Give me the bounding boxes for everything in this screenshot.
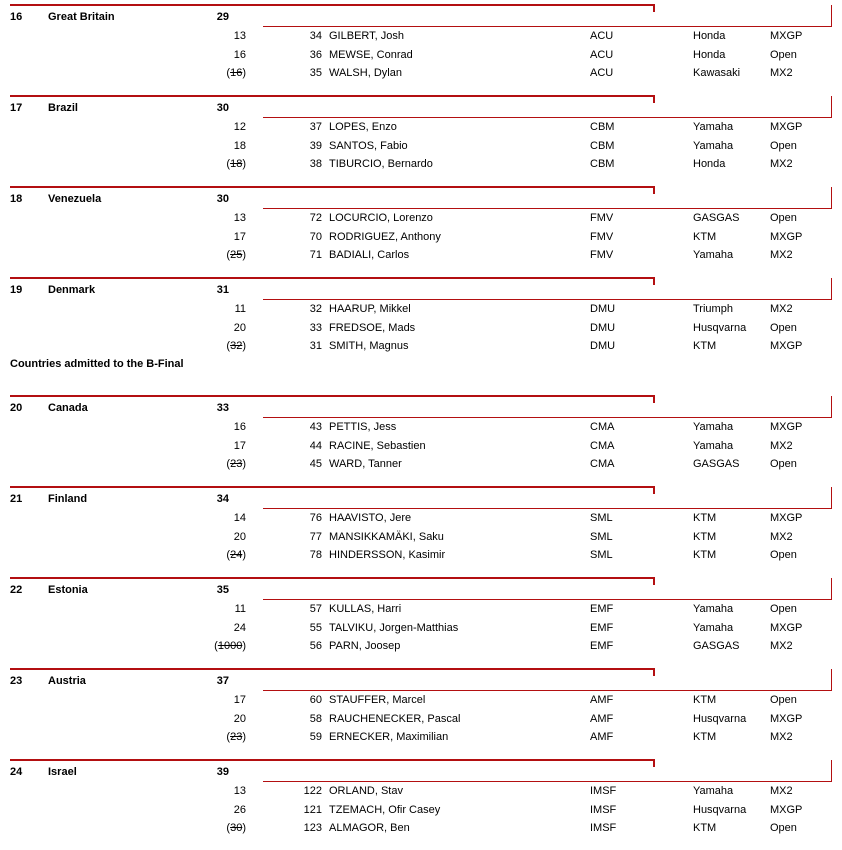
rider-points: 18 [233, 139, 246, 152]
rider-class: Open [770, 822, 797, 834]
rider-federation: CBM [590, 139, 615, 152]
rider-name: RODRIGUEZ, Anthony [329, 230, 441, 243]
rider-class: MX2 [770, 439, 793, 452]
rider-federation: CMA [590, 421, 615, 433]
rider-federation: ACU [590, 67, 614, 79]
country-row-right-tick [831, 760, 833, 782]
rider-points: (16) [226, 67, 246, 79]
rider-number: 32 [309, 303, 322, 315]
rider-class: MX2 [770, 158, 793, 170]
rider-bike-brand: Yamaha [693, 139, 734, 152]
country-row-right-tick [831, 669, 833, 691]
rider-row [0, 46, 842, 64]
rider-federation: AMF [590, 712, 614, 725]
rider-points-struck: 23 [230, 458, 243, 470]
rider-name: ORLAND, Stav [329, 785, 403, 797]
rider-number: 71 [309, 249, 322, 261]
rider-row [0, 455, 842, 473]
rider-class: MXGP [770, 230, 803, 243]
rider-name: PETTIS, Jess [329, 421, 397, 433]
rider-row [0, 728, 842, 746]
block-separator-line [10, 4, 655, 6]
rider-class: MXGP [770, 340, 803, 352]
rider-federation: CMA [590, 439, 615, 452]
rider-name: ALMAGOR, Ben [329, 822, 410, 834]
country-header-row [0, 672, 842, 691]
rider-points: (1000) [214, 640, 246, 652]
block-separator-line [10, 668, 655, 670]
country-total-points: 35 [216, 584, 229, 596]
rider-federation: AMF [590, 694, 614, 706]
rider-bike-brand: Yamaha [693, 785, 734, 797]
rider-federation: EMF [590, 603, 614, 615]
rider-points: (18) [226, 158, 246, 170]
rider-name: LOCURCIO, Lorenzo [329, 212, 433, 224]
country-header-row [0, 99, 842, 118]
rider-row [0, 64, 842, 82]
country-name: Israel [48, 766, 77, 778]
rider-row [0, 619, 842, 637]
rider-number: 55 [309, 621, 322, 634]
rider-points-struck: 1000 [217, 640, 243, 652]
rider-number: 34 [309, 30, 322, 42]
rider-points: 16 [233, 48, 246, 61]
rider-bike-brand: Honda [693, 48, 726, 61]
country-rank: 22 [10, 584, 23, 596]
rider-bike-brand: KTM [693, 731, 717, 743]
rider-row [0, 228, 842, 246]
country-row-right-tick [831, 578, 833, 600]
rider-federation: EMF [590, 640, 614, 652]
rider-number: 39 [309, 139, 322, 152]
rider-number: 76 [309, 512, 322, 524]
country-block [0, 4, 842, 95]
rider-number: 77 [309, 530, 322, 543]
rider-row [0, 337, 842, 355]
rider-federation: CBM [590, 121, 615, 133]
rider-federation: FMV [590, 230, 614, 243]
block-separator-line [10, 186, 655, 188]
rider-row [0, 528, 842, 546]
rider-name: KULLAS, Harri [329, 603, 402, 615]
rider-row [0, 27, 842, 45]
rider-federation: FMV [590, 249, 614, 261]
rider-points-struck: 25 [230, 249, 243, 261]
rider-class: MXGP [770, 621, 803, 634]
rider-name: WALSH, Dylan [329, 67, 402, 79]
rider-number: 78 [309, 549, 322, 561]
country-total-points: 30 [216, 193, 229, 205]
rider-name: GILBERT, Josh [329, 30, 404, 42]
country-block [0, 277, 842, 357]
country-block [0, 186, 842, 277]
rider-name: STAUFFER, Marcel [329, 694, 426, 706]
rider-number: 58 [309, 712, 322, 725]
country-total-points: 39 [216, 766, 229, 778]
rider-points: 17 [233, 230, 246, 243]
country-header-row [0, 8, 842, 27]
rider-bike-brand: GASGAS [693, 640, 740, 652]
rider-class: MX2 [770, 640, 793, 652]
rider-class: Open [770, 321, 797, 334]
country-row-right-tick [831, 5, 833, 27]
rider-bike-brand: KTM [693, 530, 717, 543]
rider-class: Open [770, 603, 797, 615]
country-total-points: 29 [216, 11, 229, 23]
rider-number: 38 [309, 158, 322, 170]
rider-bike-brand: GASGAS [693, 458, 740, 470]
rider-class: Open [770, 549, 797, 561]
rider-federation: IMSF [590, 822, 617, 834]
block-separator-line [10, 577, 655, 579]
rider-number: 57 [309, 603, 322, 615]
rider-name: ERNECKER, Maximilian [329, 731, 449, 743]
rider-class: MXGP [770, 512, 803, 524]
rider-class: MXGP [770, 421, 803, 433]
rider-bike-brand: Honda [693, 30, 726, 42]
rider-number: 72 [309, 212, 322, 224]
rider-name: LOPES, Enzo [329, 121, 397, 133]
rider-bike-brand: Yamaha [693, 621, 734, 634]
rider-federation: SML [590, 549, 613, 561]
rider-federation: SML [590, 512, 613, 524]
rider-class: MX2 [770, 67, 793, 79]
country-header-row [0, 399, 842, 418]
block-separator-line [10, 486, 655, 488]
rider-number: 36 [309, 48, 322, 61]
rider-name: WARD, Tanner [329, 458, 402, 470]
block-separator-line [10, 277, 655, 279]
rider-federation: ACU [590, 30, 614, 42]
rider-name: RAUCHENECKER, Pascal [329, 712, 461, 725]
rider-name: HINDERSSON, Kasimir [329, 549, 446, 561]
rider-row [0, 319, 842, 337]
country-total-points: 33 [216, 402, 229, 414]
rider-row [0, 782, 842, 800]
country-header-row [0, 763, 842, 782]
rider-class: MX2 [770, 530, 793, 543]
rider-row [0, 801, 842, 819]
rider-number: 123 [303, 822, 322, 834]
rider-federation: EMF [590, 621, 614, 634]
rider-row [0, 137, 842, 155]
rider-bike-brand: KTM [693, 512, 717, 524]
rider-federation: IMSF [590, 785, 617, 797]
country-row-right-tick [831, 187, 833, 209]
rider-points: 20 [233, 712, 246, 725]
country-rank: 23 [10, 675, 23, 687]
rider-bike-brand: Husqvarna [693, 712, 747, 725]
country-total-points: 30 [216, 102, 229, 114]
country-name: Brazil [48, 102, 78, 114]
country-header-row [0, 490, 842, 509]
block-separator-line [10, 759, 655, 761]
rider-points: 20 [233, 530, 246, 543]
rider-number: 60 [309, 694, 322, 706]
rider-bike-brand: Yamaha [693, 121, 734, 133]
country-block [0, 395, 842, 486]
rider-points: 17 [233, 439, 246, 452]
country-block [0, 95, 842, 186]
rider-points: 24 [233, 621, 246, 634]
country-row-right-tick [831, 396, 833, 418]
rider-name: RACINE, Sebastien [329, 439, 426, 452]
rider-name: FREDSOE, Mads [329, 321, 416, 334]
country-name: Denmark [48, 284, 96, 296]
rider-class: MXGP [770, 30, 803, 42]
rider-name: HAAVISTO, Jere [329, 512, 412, 524]
country-name: Finland [48, 493, 88, 505]
rider-bike-brand: Yamaha [693, 603, 734, 615]
country-rank: 17 [10, 102, 23, 114]
rider-name: PARN, Joosep [329, 640, 401, 652]
country-header-row [0, 581, 842, 600]
rider-class: MXGP [770, 712, 803, 725]
rider-points: (24) [226, 549, 246, 561]
rider-number: 121 [303, 803, 322, 816]
block-separator-line [10, 395, 655, 397]
country-name: Venezuela [48, 193, 102, 205]
country-total-points: 37 [216, 675, 229, 687]
rider-points: (25) [226, 249, 246, 261]
rider-points-struck: 16 [230, 67, 243, 79]
rider-number: 33 [309, 321, 322, 334]
rider-bike-brand: Honda [693, 158, 726, 170]
country-name: Estonia [48, 584, 88, 596]
rider-row [0, 246, 842, 264]
rider-bike-brand: KTM [693, 340, 717, 352]
rider-name: SANTOS, Fabio [329, 139, 408, 152]
rider-row [0, 155, 842, 173]
country-total-points: 34 [216, 493, 229, 505]
rider-federation: DMU [590, 321, 616, 334]
country-name: Canada [48, 402, 88, 414]
rider-class: MX2 [770, 249, 793, 261]
rider-federation: SML [590, 530, 613, 543]
rider-name: TIBURCIO, Bernardo [329, 158, 433, 170]
rider-bike-brand: Husqvarna [693, 321, 747, 334]
rider-row [0, 118, 842, 136]
rider-class: Open [770, 694, 797, 706]
country-block [0, 668, 842, 759]
rider-number: 122 [303, 785, 322, 797]
rider-row [0, 600, 842, 618]
country-total-points: 31 [216, 284, 229, 296]
country-rank: 18 [10, 193, 23, 205]
country-block [0, 759, 842, 850]
rider-class: MXGP [770, 803, 803, 816]
country-name: Great Britain [48, 11, 115, 23]
rider-row [0, 710, 842, 728]
rider-name: MANSIKKAMÄKI, Saku [329, 530, 444, 543]
rider-bike-brand: KTM [693, 230, 717, 243]
rider-row [0, 637, 842, 655]
rider-points-struck: 23 [230, 731, 243, 743]
country-header-row [0, 281, 842, 300]
rider-number: 31 [309, 340, 322, 352]
rider-name: MEWSE, Conrad [329, 48, 413, 61]
rider-name: HAARUP, Mikkel [329, 303, 411, 315]
rider-number: 35 [309, 67, 322, 79]
rider-bike-brand: Yamaha [693, 421, 734, 433]
rider-row [0, 300, 842, 318]
section-heading-block [0, 357, 842, 395]
rider-name: SMITH, Magnus [329, 340, 409, 352]
rider-row [0, 509, 842, 527]
rider-points: 16 [233, 421, 246, 433]
country-rank: 16 [10, 11, 23, 23]
rider-row [0, 437, 842, 455]
rider-bike-brand: Yamaha [693, 439, 734, 452]
rider-points: (32) [226, 340, 246, 352]
rider-federation: CMA [590, 458, 615, 470]
rider-points: 26 [233, 803, 246, 816]
rider-bike-brand: KTM [693, 694, 717, 706]
rider-bike-brand: Yamaha [693, 249, 734, 261]
rider-name: TZEMACH, Ofir Casey [329, 803, 441, 816]
rider-points: 14 [233, 512, 246, 524]
rider-federation: DMU [590, 340, 616, 352]
block-separator-line [10, 95, 655, 97]
country-rank: 24 [10, 766, 23, 778]
rider-federation: AMF [590, 731, 614, 743]
rider-bike-brand: Husqvarna [693, 803, 747, 816]
country-row-right-tick [831, 278, 833, 300]
rider-class: Open [770, 212, 797, 224]
rider-number: 44 [309, 439, 322, 452]
rider-points: 20 [233, 321, 246, 334]
rider-bike-brand: GASGAS [693, 212, 740, 224]
rider-points-struck: 18 [230, 158, 243, 170]
rider-row [0, 691, 842, 709]
country-rank: 21 [10, 493, 23, 505]
rider-bike-brand: KTM [693, 822, 717, 834]
rider-row [0, 418, 842, 436]
country-row-right-tick [831, 487, 833, 509]
rider-class: MX2 [770, 731, 793, 743]
rider-bike-brand: Triumph [693, 303, 733, 315]
rider-number: 56 [309, 640, 322, 652]
country-block [0, 577, 842, 668]
rider-points: 12 [233, 121, 246, 133]
rider-row [0, 546, 842, 564]
country-block [0, 486, 842, 577]
country-name: Austria [48, 675, 86, 687]
rider-points: 13 [233, 785, 246, 797]
rider-federation: IMSF [590, 803, 617, 816]
rider-number: 37 [309, 121, 322, 133]
rider-points-struck: 32 [230, 340, 243, 352]
rider-federation: CBM [590, 158, 615, 170]
rider-class: Open [770, 139, 797, 152]
rider-class: MXGP [770, 121, 803, 133]
rider-points: 17 [233, 694, 246, 706]
country-rank: 20 [10, 402, 23, 414]
rider-name: BADIALI, Carlos [329, 249, 410, 261]
rider-number: 70 [309, 230, 322, 243]
rider-bike-brand: Kawasaki [693, 67, 741, 79]
rider-federation: FMV [590, 212, 614, 224]
rider-points: 13 [233, 212, 246, 224]
rider-number: 59 [309, 731, 322, 743]
rider-name: TALVIKU, Jorgen-Matthias [329, 621, 459, 634]
rider-bike-brand: KTM [693, 549, 717, 561]
country-row-right-tick [831, 96, 833, 118]
rider-federation: ACU [590, 48, 614, 61]
rider-row [0, 209, 842, 227]
rider-number: 45 [309, 458, 322, 470]
rider-points: 11 [234, 603, 246, 615]
rider-class: MX2 [770, 303, 793, 315]
rider-number: 43 [309, 421, 322, 433]
rider-federation: DMU [590, 303, 616, 315]
rider-points-struck: 30 [230, 822, 243, 834]
rider-points: (23) [226, 731, 246, 743]
rider-points: (23) [226, 458, 246, 470]
rider-class: Open [770, 48, 797, 61]
rider-points-struck: 24 [230, 549, 243, 561]
section-heading: Countries admitted to the B-Final [10, 358, 184, 370]
country-rank: 19 [10, 284, 23, 296]
rider-points: (30) [226, 822, 246, 834]
rider-points: 13 [233, 30, 246, 42]
country-header-row [0, 190, 842, 209]
rider-row [0, 819, 842, 837]
rider-class: Open [770, 458, 797, 470]
rider-class: MX2 [770, 785, 793, 797]
rider-points: 11 [234, 303, 246, 315]
